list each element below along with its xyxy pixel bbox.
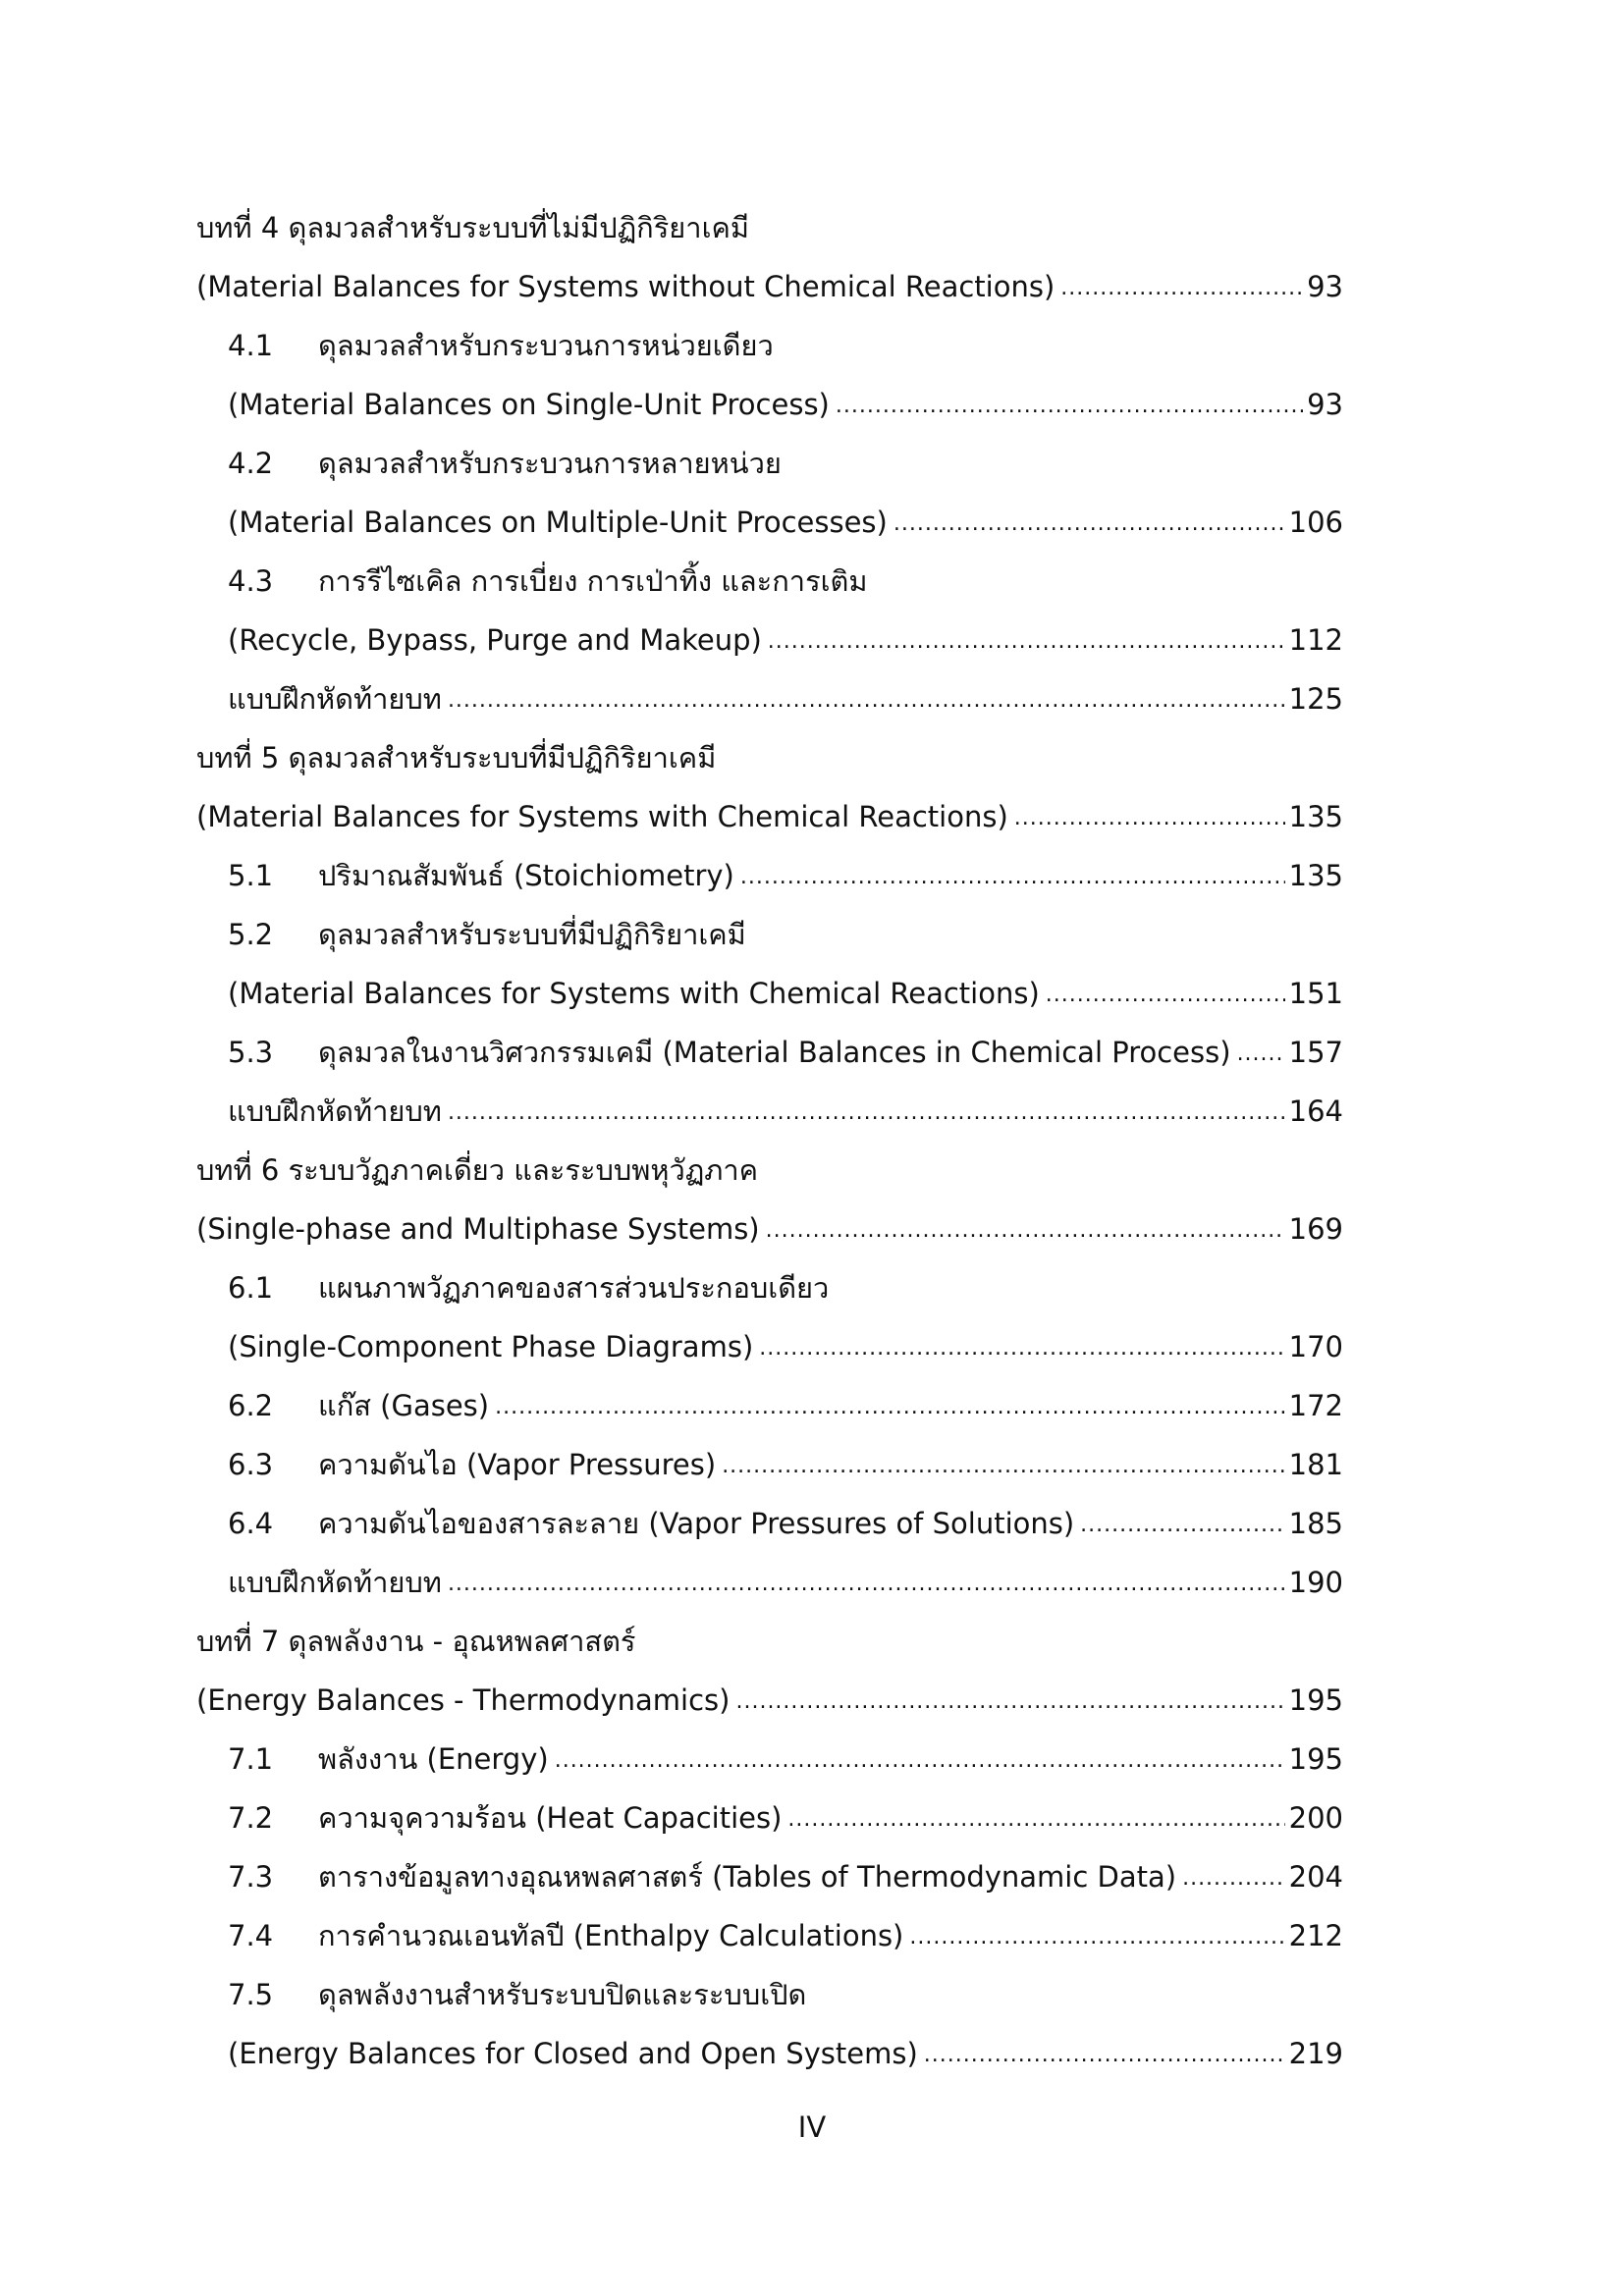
section-number: 6.3	[228, 1448, 274, 1481]
entry-title: ดุลพลังงานสำหรับระบบปิดและระบบเปิด	[318, 1978, 807, 2011]
toc-entry[interactable]	[228, 1735, 1343, 1784]
toc-entry[interactable]	[228, 1911, 1343, 1960]
entry-page-number: 185	[1288, 1507, 1343, 1540]
entry-title: การรีไซเคิล การเบี่ยง การเป่าทิ้ง และการเติม	[318, 564, 868, 598]
dot-leader	[909, 1911, 1284, 1960]
entry-title: (Material Balances on Multiple-Unit Processes)	[228, 506, 888, 539]
section-number: 5.1	[228, 859, 274, 892]
entry-page-number: 106	[1288, 506, 1343, 539]
section-number: 7.3	[228, 1860, 274, 1894]
dot-leader	[768, 615, 1285, 665]
entry-title: (Recycle, Bypass, Purge and Makeup)	[228, 623, 762, 657]
section-number: 4.1	[228, 329, 274, 362]
entry-title: (Single-Component Phase Diagrams)	[228, 1330, 754, 1363]
entry-page-number: 212	[1288, 1919, 1343, 1952]
entry-title: (Material Balances for Systems with Chemical Reactions)	[228, 977, 1040, 1010]
toc-entry[interactable]	[196, 1617, 635, 1666]
toc-entry[interactable]	[196, 792, 1343, 841]
dot-leader	[448, 1087, 1285, 1136]
section-number: 7.5	[228, 1978, 274, 2011]
entry-title: ความดันไอ (Vapor Pressures)	[318, 1448, 717, 1481]
entry-title: ดุลมวลสำหรับระบบที่มีปฏิกิริยาเคมี	[318, 918, 746, 951]
entry-title: (Material Balances on Single-Unit Process)	[228, 388, 830, 421]
toc-entry[interactable]	[228, 498, 1343, 547]
dot-leader	[759, 1322, 1284, 1371]
dot-leader	[924, 2029, 1285, 2078]
toc-entry[interactable]	[228, 1322, 1343, 1371]
toc-entry[interactable]	[228, 1793, 1343, 1842]
entry-page-number: 135	[1288, 800, 1343, 833]
section-number: 6.2	[228, 1389, 274, 1422]
dot-leader	[1046, 969, 1285, 1018]
toc-entry[interactable]	[228, 1558, 1343, 1607]
section-number: 7.2	[228, 1801, 274, 1835]
toc-entry[interactable]	[196, 1676, 1343, 1725]
dot-leader	[1237, 1028, 1285, 1077]
toc-entry[interactable]	[228, 851, 1343, 900]
toc-entry[interactable]	[228, 2029, 1343, 2078]
dot-leader	[1014, 792, 1285, 841]
entry-title: (Single-phase and Multiphase Systems)	[196, 1212, 760, 1246]
entry-page-number: 190	[1288, 1566, 1343, 1599]
toc-entry[interactable]	[228, 615, 1343, 665]
entry-title: ตารางข้อมูลทางอุณหพลศาสตร์ (Tables of Thermodynamic Data)	[318, 1860, 1177, 1894]
entry-page-number: 135	[1288, 859, 1343, 892]
entry-title: (Material Balances for Systems with Chemical Reactions)	[196, 800, 1008, 833]
toc-entry[interactable]	[228, 321, 774, 370]
entry-page-number: 195	[1288, 1742, 1343, 1776]
toc-entry[interactable]	[228, 969, 1343, 1018]
toc-entry[interactable]	[228, 674, 1343, 723]
entry-title: การคำนวณเอนทัลปี (Enthalpy Calculations)	[318, 1919, 904, 1952]
entry-page-number: 204	[1288, 1860, 1343, 1894]
toc-entry[interactable]	[228, 557, 868, 606]
toc-entry[interactable]	[228, 1852, 1343, 1901]
entry-title: ดุลมวลในงานวิศวกรรมเคมี (Material Balances in Chemical Process)	[318, 1036, 1231, 1069]
toc-entry[interactable]	[228, 1440, 1343, 1489]
section-number: 5.3	[228, 1036, 274, 1069]
dot-leader	[836, 380, 1303, 429]
toc-entry[interactable]	[196, 1204, 1343, 1254]
entry-page-number: 169	[1288, 1212, 1343, 1246]
dot-leader	[787, 1793, 1284, 1842]
entry-page-number: 93	[1307, 388, 1343, 421]
toc-entry[interactable]	[228, 439, 782, 488]
entry-title: แก๊ส (Gases)	[318, 1389, 490, 1422]
page-number: IV	[797, 2110, 827, 2144]
dot-leader	[1080, 1499, 1284, 1548]
section-number: 7.1	[228, 1742, 274, 1776]
entry-title: แผนภาพวัฏภาคของสารส่วนประกอบเดียว	[318, 1271, 830, 1305]
toc-entry[interactable]	[228, 1028, 1343, 1077]
entry-page-number: 93	[1307, 270, 1343, 303]
entry-title: ปริมาณสัมพันธ์ (Stoichiometry)	[318, 859, 734, 892]
toc-entry[interactable]	[196, 203, 749, 252]
dot-leader	[448, 1558, 1285, 1607]
entry-title: (Material Balances for Systems without Chemical Reactions)	[196, 270, 1056, 303]
section-number: 7.4	[228, 1919, 274, 1952]
section-number: 6.1	[228, 1271, 274, 1305]
entry-title: (Energy Balances for Closed and Open Systems)	[228, 2037, 918, 2070]
dot-leader	[766, 1204, 1285, 1254]
dot-leader	[555, 1735, 1285, 1784]
entry-page-number: 151	[1288, 977, 1343, 1010]
entry-page-number: 112	[1288, 623, 1343, 657]
dot-leader	[893, 498, 1285, 547]
dot-leader	[1182, 1852, 1285, 1901]
dot-leader	[495, 1381, 1285, 1430]
section-number: 4.2	[228, 447, 274, 480]
toc-entry[interactable]	[228, 910, 746, 959]
entry-title: ความจุความร้อน (Heat Capacities)	[318, 1801, 783, 1835]
entry-title: บทที่ 7 ดุลพลังงาน - อุณหพลศาสตร์	[196, 1625, 636, 1658]
dot-leader	[740, 851, 1285, 900]
entry-page-number: 181	[1288, 1448, 1343, 1481]
toc-entry[interactable]	[196, 262, 1343, 311]
toc-entry[interactable]	[228, 1263, 829, 1312]
section-number: 5.2	[228, 918, 274, 951]
toc-entry[interactable]	[196, 1146, 758, 1195]
entry-title: (Energy Balances - Thermodynamics)	[196, 1683, 731, 1717]
entry-title: บทที่ 5 ดุลมวลสำหรับระบบที่มีปฏิกิริยาเคมี	[196, 741, 717, 774]
entry-title: บทที่ 4 ดุลมวลสำหรับระบบที่ไม่มีปฏิกิริยาเคมี	[196, 211, 750, 244]
entry-page-number: 200	[1288, 1801, 1343, 1835]
entry-title: แบบฝึกหัดท้ายบท	[228, 1566, 442, 1599]
dot-leader	[722, 1440, 1284, 1489]
dot-leader	[448, 674, 1285, 723]
entry-page-number: 164	[1288, 1095, 1343, 1128]
toc-entry[interactable]	[228, 1970, 806, 2019]
entry-title: พลังงาน (Energy)	[318, 1742, 549, 1776]
toc-entry[interactable]	[196, 733, 716, 782]
toc-entry[interactable]	[228, 1087, 1343, 1136]
section-number: 4.3	[228, 564, 274, 598]
entry-page-number: 170	[1288, 1330, 1343, 1363]
entry-page-number: 195	[1288, 1683, 1343, 1717]
entry-title: ดุลมวลสำหรับกระบวนการหน่วยเดียว	[318, 329, 774, 362]
entry-title: ดุลมวลสำหรับกระบวนการหลายหน่วย	[318, 447, 782, 480]
entry-title: บทที่ 6 ระบบวัฏภาคเดี่ยว และระบบพหุวัฏภาค	[196, 1153, 759, 1187]
entry-title: ความดันไอของสารละลาย (Vapor Pressures of Solutions)	[318, 1507, 1075, 1540]
entry-title: แบบฝึกหัดท้ายบท	[228, 682, 442, 716]
toc-entry[interactable]	[228, 380, 1343, 429]
entry-page-number: 125	[1288, 682, 1343, 716]
dot-leader	[735, 1676, 1284, 1725]
entry-page-number: 219	[1288, 2037, 1343, 2070]
section-number: 6.4	[228, 1507, 274, 1540]
dot-leader	[1060, 262, 1303, 311]
toc-entry[interactable]	[228, 1499, 1343, 1548]
entry-title: แบบฝึกหัดท้ายบท	[228, 1095, 442, 1128]
toc-entry[interactable]	[228, 1381, 1343, 1430]
entry-page-number: 157	[1288, 1036, 1343, 1069]
entry-page-number: 172	[1288, 1389, 1343, 1422]
